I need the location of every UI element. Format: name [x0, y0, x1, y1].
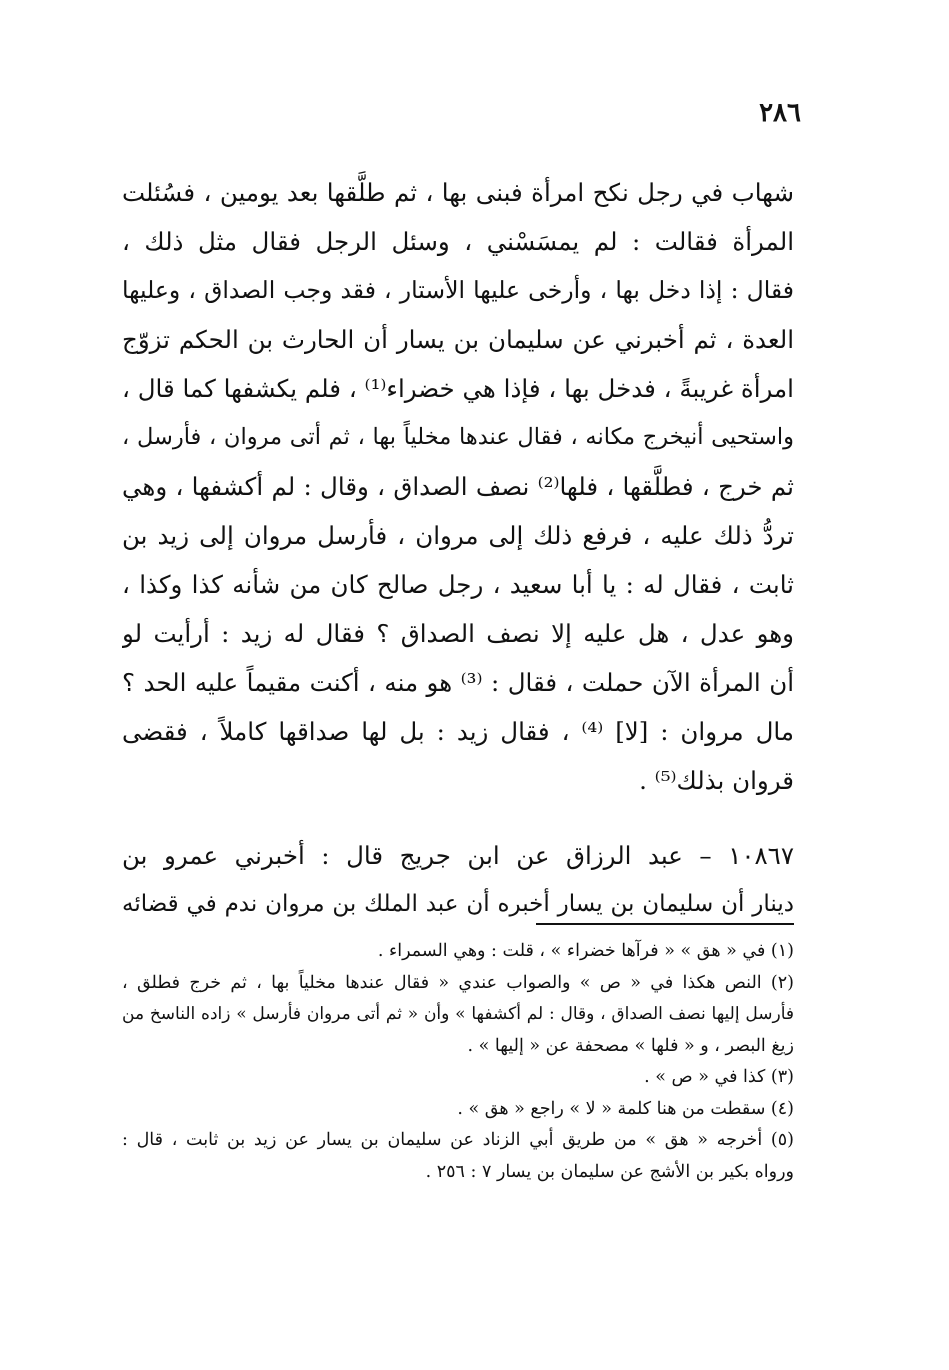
text-line: مال مروان : [لا] ⁽⁴⁾ ، فقال زيد : بل لها صداقها كاملاً ، فقضى	[122, 717, 794, 746]
footnotes	[122, 936, 794, 1188]
text-line: المرأة فقالت : لم يمسَسْني ، وسئل الرجل فقال مثل ذلك ،	[122, 227, 794, 256]
text-line: قروان بذلك⁽⁵⁾ .	[639, 766, 794, 795]
text-line: تردُّ ذلك عليه ، فرفع ذلك إلى مروان ، فأرسل مروان إلى زيد بن	[122, 521, 794, 550]
footnote-line: زيغ البصر ، و « فلها » مصحفة عن « إليها » .	[467, 1035, 794, 1056]
text-line: أن المرأة الآن حملت ، فقال : ⁽³⁾ هو منه ، أكنت مقيماً عليه الحد ؟	[122, 668, 794, 697]
text-line: ثم خرج ، فطلَّقها ، فلها⁽²⁾ نصف الصداق ، وقال : لم أكشفها ، وهي	[122, 472, 794, 501]
text-line: ثابت ، فقال له : يا أبا سعيد ، رجل صالح كان من شأنه كذا وكذا ،	[122, 570, 794, 599]
text-line: فقال : إذا دخل بها ، وأرخى عليها الأستار ، فقد وجب الصداق ، وعليها	[122, 276, 794, 304]
text-line: العدة ، ثم أخبرني عن سليمان بن يسار أن الحارث بن الحكم تزوّج	[122, 325, 794, 354]
hadith-line: ١٠٨٦٧ – عبد الرزاق عن ابن جريج قال : أخبرني عمرو بن	[122, 841, 794, 870]
main-text	[122, 168, 794, 929]
hadith-line: دينار أن سليمان بن يسار أخبره أن عبد الملك بن مروان ندم في قضائه	[122, 891, 794, 917]
footnote-line: ورواه بكير بن الأشج عن سليمان بن يسار ٧ : ٢٥٦ .	[425, 1161, 794, 1182]
footnote-separator	[536, 923, 794, 925]
footnote-line: (٣) كذا في « ص » .	[644, 1067, 794, 1087]
text-line: واستحيى أنيخرج مكانه ، فقال عندها مخلياً بها ، ثم أتى مروان ، فأرسل ،	[122, 424, 794, 450]
text-line: شهاب في رجل نكح امرأة فبنى بها ، ثم طلَّقها بعد يومين ، فسُئلت	[122, 178, 794, 207]
page-number: ٢٨٦	[759, 98, 801, 128]
footnote-line: (٢) النص هكذا في « ص » والصواب عندي « فقال عندها مخلياً بها ، ثم خرج فطلق ،	[122, 972, 794, 993]
text-line: امرأة غريبةً ، فدخل بها ، فإذا هي خضراء⁽¹⁾ ، فلم يكشفها كما قال ،	[122, 374, 794, 403]
footnote-line: (١) في « هق » « فرآها خضراء » ، قلت : وهي السمراء .	[377, 941, 794, 961]
footnote-line: فأرسل إليها نصف الصداق ، وقال : لم أكشفها » وأن « ثم أتى مروان فأرسل » زاده الناسخ من	[122, 1004, 794, 1024]
text-line: وهو عدل ، هل عليه إلا نصف الصداق ؟ فقال له زيد : أرأيت لو	[122, 619, 794, 648]
footnote-line: (٥) أخرجه « هق » من طريق أبي الزناد عن سليمان بن يسار عن زيد بن ثابت ، قال :	[122, 1130, 794, 1150]
paragraph-gap	[122, 805, 794, 831]
footnote-line: (٤) سقطت من هنا كلمة « لا » راجع « هق » .	[457, 1098, 794, 1119]
